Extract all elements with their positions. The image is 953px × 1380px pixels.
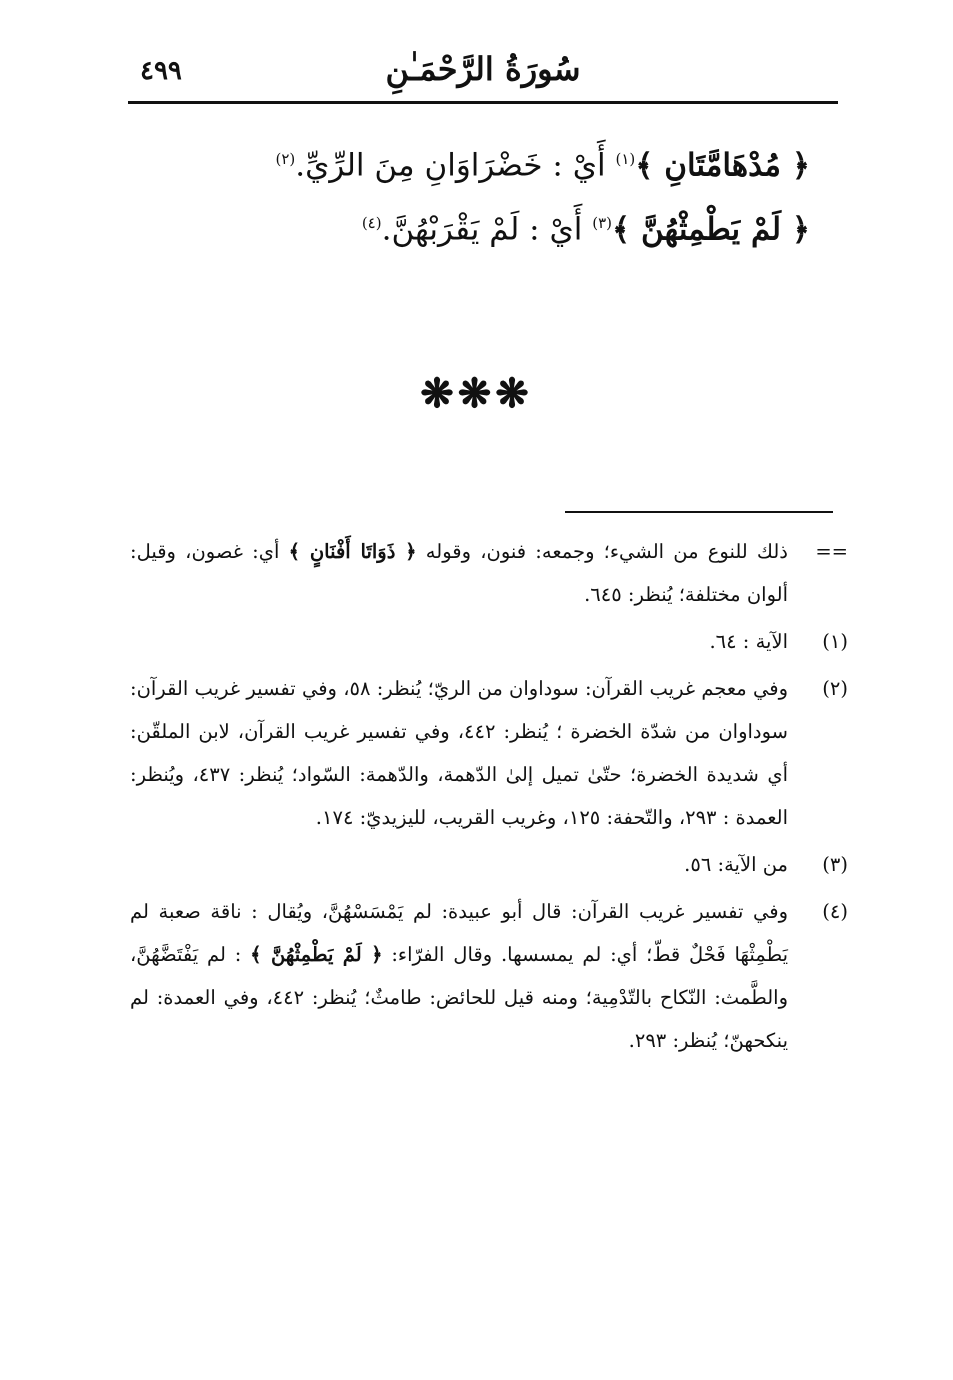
- quranic-term: ﴿ مُدْهَامَّتَانِ ﴾: [635, 147, 810, 184]
- footnote: [130, 843, 848, 886]
- footnote-marker: ==: [815, 540, 848, 563]
- gloss-entry: [275, 130, 810, 194]
- footnote-text-part: أي: غصون، وقيل: ألوان مختلفة؛ يُنظر: ٦٤٥.: [130, 540, 788, 606]
- footnote: [130, 620, 848, 663]
- footnote-marker: (٢): [822, 677, 848, 700]
- surah-title: سُورَةُ الرَّحْمَـٰنِ: [385, 50, 581, 88]
- footnote-text: [130, 620, 788, 663]
- footnote-marker: (١): [822, 630, 848, 653]
- footnotes: [130, 530, 848, 1066]
- footnote: [130, 530, 848, 616]
- footnote-text: [130, 890, 788, 1062]
- gloss-list: [275, 130, 810, 259]
- footnote-text-part: من الآية: ٥٦.: [684, 853, 788, 876]
- footnote-text-part: : لم يَفْتَضَّهُنَّ، والطَّمث: النّكاح بالتّدْمِية؛ ومنه قيل للحائض: طامثٌ؛ يُنظر: ٤٤٢، وفي العمدة: لم ينكحهنّ؛ يُنظر: ٢٩٣.: [130, 943, 788, 1052]
- footnote-text-part: الآية : ٦٤.: [709, 630, 788, 653]
- page-number: ٤٩٩: [140, 56, 182, 86]
- footnote-text: [130, 530, 788, 616]
- footnote-marker: (٣): [822, 853, 848, 876]
- quranic-quote: ﴿ لَمْ يَطْمِثْهُنَّ ﴾: [250, 943, 383, 966]
- footnote-text: [130, 843, 788, 886]
- footnote-rule: [565, 511, 833, 513]
- footnote-ref: (٣): [592, 214, 612, 233]
- quranic-term: ﴿ لَمْ يَطْمِثْهُنَّ ﴾: [611, 211, 810, 248]
- section-separator: ❋❋❋: [420, 370, 533, 417]
- header-rule: [128, 101, 838, 104]
- footnote-text-part: ذلك للنوع من الشيء؛ وجمعه: فنون، وقوله: [416, 540, 788, 563]
- footnote-ref: (١): [615, 150, 636, 168]
- footnote-text-part: وفي تفسير غريب القرآن: قال أبو عبيدة: لم يَمْسَسْهُنَّ، ويُقال : ناقة صعبة لم يَطْمِثْهَا فَحْلٌ قطّ؛ أي: لم يمسسها. وقال الفرّاء:: [130, 900, 788, 966]
- footnote-text-part: وفي معجم غريب القرآن: سوداوان من الريّ؛ يُنظر: ٥٨، وفي تفسير غريب القرآن: سوداوان من شدّة الخضرة ؛ يُنظر: ٤٤٢، وفي تفسير غريب القرآن، لابن الملقّن: أي شديدة الخضرة؛ حتّىٰ تميل إلىٰ الدّهمة، والدّهمة: السّواد؛ يُنظر: ٤٣٧، ويُنظر: العمدة : ٢٩٣، والتّحفة: ١٢٥، وغريب القريب، لليزيديّ: ١٧٤.: [130, 677, 789, 829]
- gloss-entry: [280, 194, 810, 258]
- footnote: [130, 667, 848, 839]
- footnote-marker: (٤): [822, 900, 848, 923]
- running-header: [128, 50, 838, 100]
- footnote-text: [130, 667, 788, 839]
- gloss-text: أَيْ : لَمْ يَقْرَبْهُنَّ.: [381, 211, 593, 248]
- quranic-quote: ﴿ ذَوَاتَا أَفْنَانٍ ﴾: [288, 540, 417, 563]
- footnote: [130, 890, 848, 1062]
- gloss-text: أَيْ : خَضْرَاوَانِ مِنَ الرِّيِّ.: [295, 147, 616, 184]
- footnote-ref: (٢): [275, 150, 296, 168]
- footnote-ref: (٤): [361, 214, 382, 233]
